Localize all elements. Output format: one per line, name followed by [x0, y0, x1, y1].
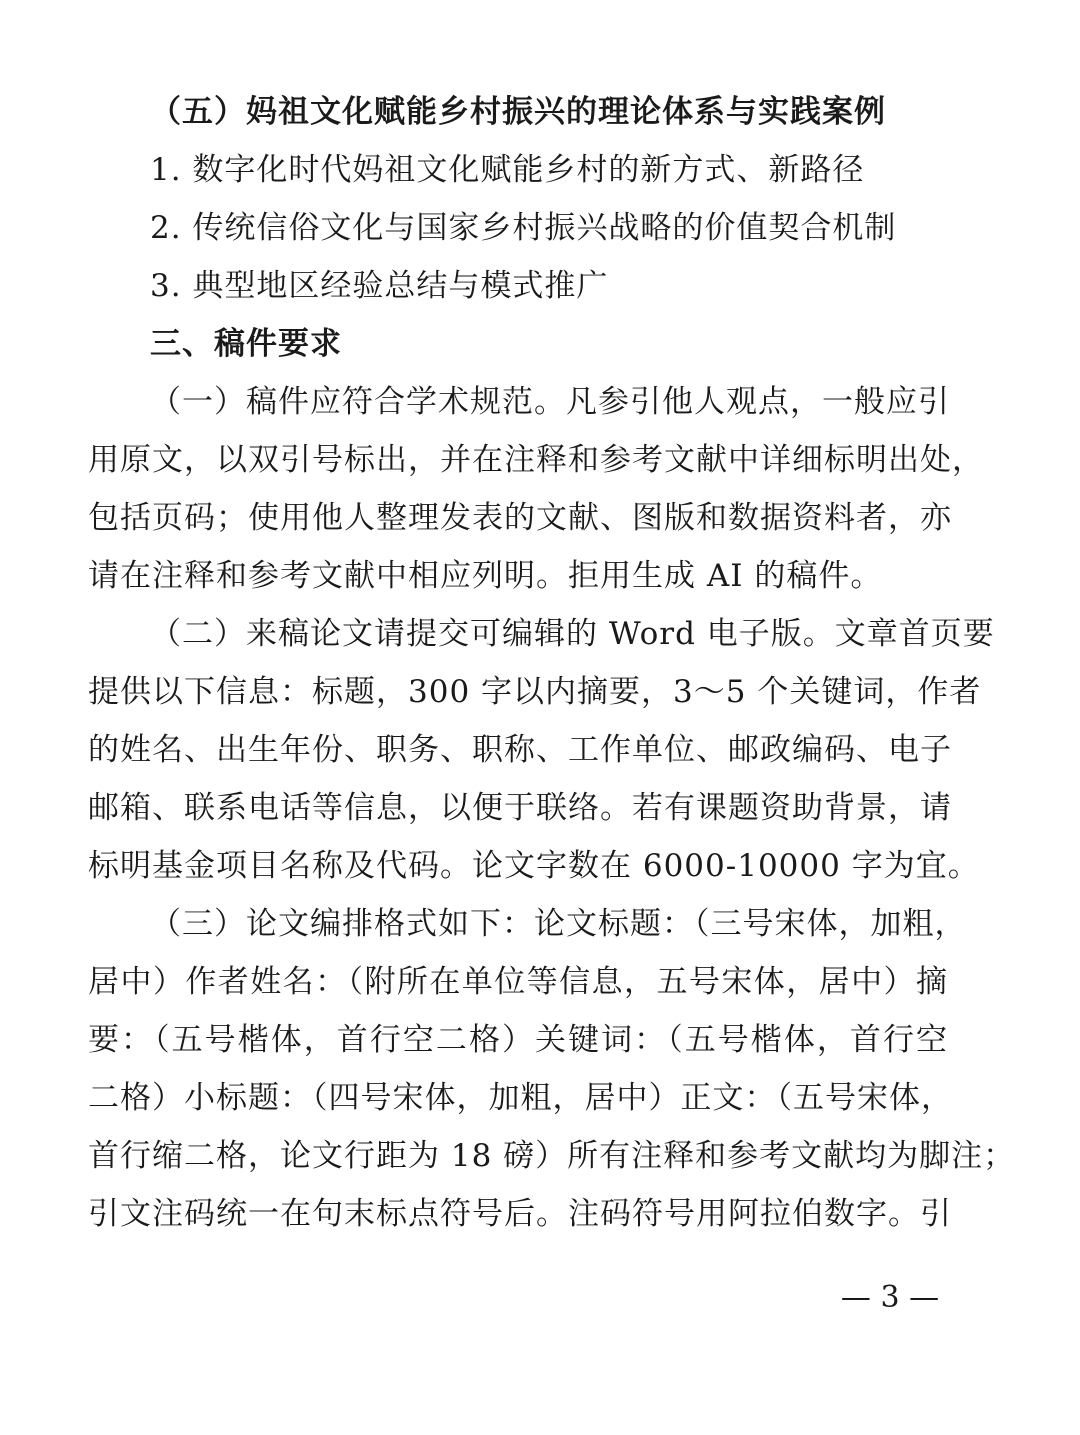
paragraph-three-line-3: 要：（五号楷体，首行空二格）关键词：（五号楷体，首行空	[88, 1022, 948, 1058]
paragraph-two-line-5: 标明基金项目名称及代码。论文字数在 6000-10000 字为宜。	[88, 848, 980, 884]
paragraph-one-line-3: 包括页码；使用他人整理发表的文献、图版和数据资料者，亦	[88, 500, 952, 536]
paragraph-two-line-1: （二）来稿论文请提交可编辑的 Word 电子版。文章首页要	[150, 616, 995, 652]
paragraph-one-line-2: 用原文，以双引号标出，并在注释和参考文献中详细标明出处，	[88, 442, 984, 478]
subsection-heading-five: （五）妈祖文化赋能乡村振兴的理论体系与实践案例	[150, 94, 886, 130]
paragraph-one-line-4: 请在注释和参考文献中相应列明。拒用生成 AI 的稿件。	[88, 558, 883, 594]
list-item-2: 2. 传统信俗文化与国家乡村振兴战略的价值契合机制	[150, 210, 897, 246]
section-heading-three: 三、稿件要求	[150, 326, 342, 362]
paragraph-one-line-1: （一）稿件应符合学术规范。凡参引他人观点，一般应引	[150, 384, 950, 420]
paragraph-three-line-2: 居中）作者姓名：（附所在单位等信息，五号宋体，居中）摘	[88, 964, 948, 1000]
paragraph-two-line-4: 邮箱、联系电话等信息，以便于联络。若有课题资助背景，请	[88, 790, 952, 826]
paragraph-three-line-6: 引文注码统一在句末标点符号后。注码符号用阿拉伯数字。引	[88, 1196, 952, 1232]
paragraph-three-line-1: （三）论文编排格式如下：论文标题：（三号宋体，加粗，	[150, 906, 967, 942]
paragraph-three-line-5: 首行缩二格，论文行距为 18 磅）所有注释和参考文献均为脚注；	[88, 1138, 1016, 1174]
page-number: — 3 —	[840, 1280, 940, 1315]
paragraph-two-line-2: 提供以下信息：标题，300 字以内摘要，3～5 个关键词，作者	[88, 674, 982, 710]
paragraph-three-line-4: 二格）小标题：（四号宋体，加粗，居中）正文：（五号宋体，	[88, 1080, 953, 1116]
list-item-1: 1. 数字化时代妈祖文化赋能乡村的新方式、新路径	[150, 152, 865, 188]
paragraph-two-line-3: 的姓名、出生年份、职务、职称、工作单位、邮政编码、电子	[88, 732, 952, 768]
list-item-3: 3. 典型地区经验总结与模式推广	[150, 268, 609, 304]
